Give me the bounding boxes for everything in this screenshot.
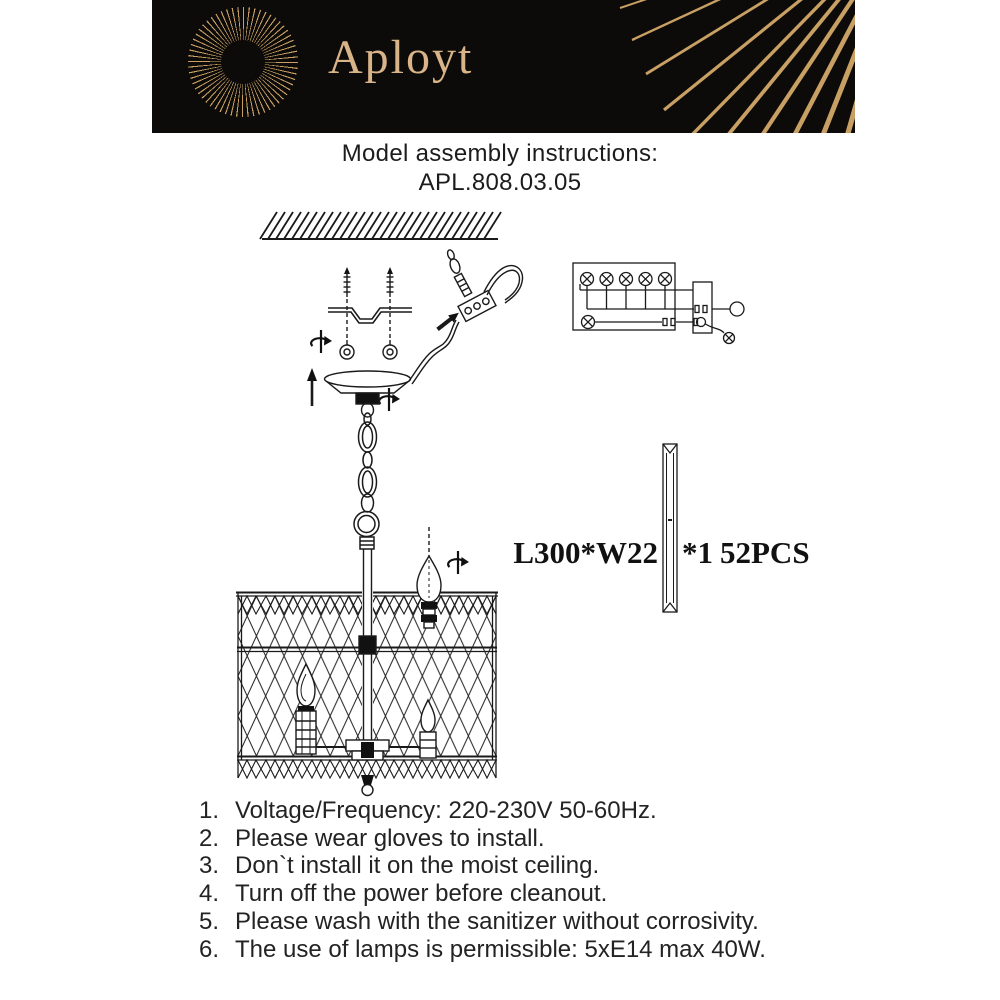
direction-arrow-icon <box>435 309 462 333</box>
list-item <box>199 908 959 936</box>
item-text: Don`t install it on the moist ceiling. <box>235 852 600 880</box>
mounting-bracket <box>328 308 412 323</box>
item-text: Turn off the power before cleanout. <box>235 880 608 908</box>
list-item <box>199 825 959 853</box>
instructions-list <box>199 797 959 963</box>
item-number: 1. <box>199 797 220 824</box>
finial <box>361 775 374 785</box>
rod-coupler <box>359 636 376 654</box>
crystal-count-label: *1 <box>682 535 713 570</box>
wiring-schematic <box>573 263 744 344</box>
wire-harness <box>409 248 523 384</box>
item-text: Please wash with the sanitizer without corrosivity. <box>235 907 759 935</box>
list-item <box>199 880 959 908</box>
item-number: 3. <box>199 852 220 880</box>
screw-right <box>383 267 397 359</box>
mounting-hardware <box>328 267 412 359</box>
brand-name: Aployt <box>328 31 474 84</box>
rotate-icon <box>448 551 469 574</box>
canopy-assembly <box>307 368 411 417</box>
corner-rays-decoration <box>152 0 855 133</box>
chain-assembly <box>354 413 379 549</box>
item-number: 2. <box>199 824 220 852</box>
title-block <box>0 139 1000 197</box>
ceiling-hatch <box>260 212 501 239</box>
hanging-loop <box>445 248 462 274</box>
up-arrow-icon <box>307 368 317 406</box>
candle-bulb-left <box>296 664 316 754</box>
rotate-icon <box>311 330 332 353</box>
crystal-size-label: L300*W22 <box>513 535 658 570</box>
brand-banner <box>152 0 855 133</box>
canopy <box>325 371 411 387</box>
assembly-diagram <box>0 200 1000 820</box>
item-text: Voltage/Frequency: 220-230V 50-60Hz. <box>235 797 657 824</box>
model-number: APL.808.03.05 <box>418 169 582 196</box>
list-item <box>199 852 959 880</box>
crystal-qty-label: 52PCS <box>720 535 810 570</box>
connector-circle <box>730 302 744 316</box>
item-number: 6. <box>199 935 220 963</box>
item-text: Please wear gloves to install. <box>235 824 545 852</box>
list-item <box>199 936 959 964</box>
threaded-nipple <box>454 273 471 296</box>
page-title: Model assembly instructions: <box>341 140 659 167</box>
item-number: 5. <box>199 907 220 935</box>
list-item <box>199 797 959 825</box>
item-text: The use of lamps is permissible: 5xE14 max 40W. <box>235 935 766 963</box>
crystal-strand <box>663 444 677 612</box>
item-number: 4. <box>199 880 220 908</box>
